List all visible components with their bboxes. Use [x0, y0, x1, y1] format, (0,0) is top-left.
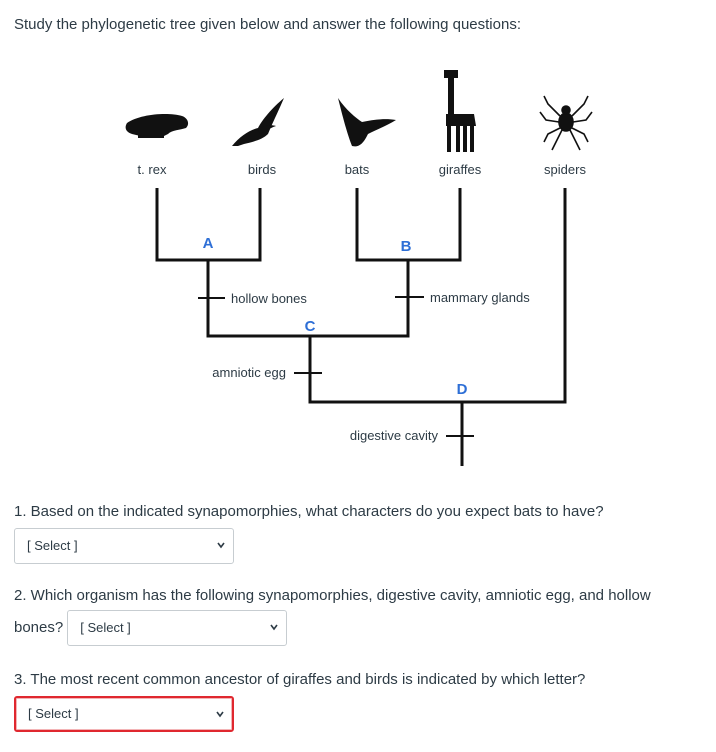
question-3-text: 3. The most recent common ancestor of giraffes and birds is indicated by which letter? — [14, 671, 586, 688]
question-1-text: 1. Based on the indicated synapomorphies, what characters do you expect bats to have? — [14, 503, 604, 520]
bat-icon — [338, 98, 396, 146]
question-1 — [14, 496, 704, 564]
giraffe-icon — [444, 70, 476, 152]
trex-skull-icon — [126, 114, 188, 138]
question-2-select[interactable] — [67, 610, 287, 646]
select-value: [ Select ] — [27, 538, 78, 553]
question-1-select[interactable] — [14, 528, 234, 564]
chevron-down-icon — [217, 541, 225, 549]
taxon-label: bats — [344, 162, 370, 177]
phylogenetic-tree — [0, 50, 716, 480]
intro-text: Study the phylogenetic tree given below and answer the following questions: — [14, 16, 521, 33]
synapomorphy-label: amniotic egg — [212, 365, 286, 380]
spider-icon — [540, 96, 592, 150]
tree-branches — [157, 188, 565, 466]
question-2-text-cont: bones? — [14, 619, 64, 636]
select-value: [ Select ] — [28, 706, 79, 721]
select-value: [ Select ] — [80, 620, 131, 635]
question-2 — [14, 580, 704, 644]
node-label-b: B — [400, 238, 412, 255]
synapomorphy-label: digestive cavity — [349, 428, 438, 443]
node-label-d: D — [456, 381, 468, 398]
taxon-label: birds — [247, 162, 277, 177]
question-2-text: 2. Which organism has the following synapomorphies, digestive cavity, amniotic egg, and hollow — [14, 587, 651, 604]
taxon-label: t. rex — [137, 162, 167, 177]
chevron-down-icon — [270, 623, 278, 631]
taxon-label: giraffes — [438, 162, 482, 177]
taxon-label: spiders — [544, 162, 586, 177]
chevron-down-icon — [216, 710, 224, 718]
node-label-a: A — [202, 235, 214, 252]
bird-icon — [232, 98, 284, 146]
question-3-select[interactable] — [14, 696, 234, 732]
question-3 — [14, 664, 704, 732]
synapomorphy-label: hollow bones — [231, 291, 307, 306]
synapomorphy-label: mammary glands — [430, 290, 530, 305]
node-label-c: C — [304, 318, 316, 335]
